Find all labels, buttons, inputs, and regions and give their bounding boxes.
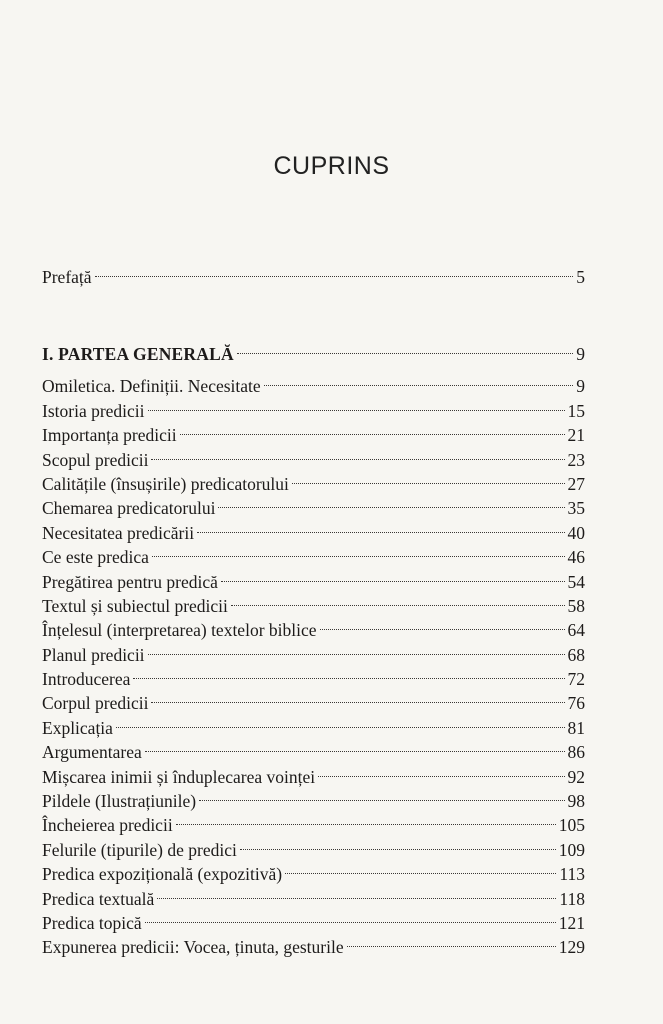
section-heading-label: I. PARTEA GENERALĂ [42, 344, 234, 365]
toc-entry-page: 81 [567, 717, 585, 738]
dot-leader [148, 636, 565, 660]
toc-entry-label: Predica topică [42, 912, 142, 933]
toc-entry-page: 98 [567, 791, 585, 812]
toc-entry-label: Înțelesul (interpretarea) textelor biblice [42, 620, 317, 641]
toc-section-heading [42, 336, 585, 365]
toc-entry-label: Planul predicii [42, 644, 145, 665]
dot-leader [221, 563, 565, 587]
dot-leader [237, 336, 573, 360]
dot-leader [152, 539, 565, 563]
dot-leader [145, 905, 556, 929]
toc-entry-page: 86 [567, 742, 585, 763]
dot-leader [116, 709, 565, 733]
dot-leader [240, 831, 556, 855]
toc-entry-page: 121 [558, 912, 585, 933]
toc-entry-page: 58 [567, 595, 585, 616]
toc-entry-page: 35 [567, 498, 585, 519]
toc-entry [42, 709, 585, 738]
toc-entry-page: 92 [567, 766, 585, 787]
toc-entry-page: 118 [559, 888, 585, 909]
toc-entry-page: 21 [567, 425, 585, 446]
toc-list [42, 368, 585, 958]
toc-entry-label: Pildele (Ilustrațiunile) [42, 791, 197, 812]
toc-entry-page: 46 [567, 547, 585, 568]
dot-leader [133, 661, 564, 685]
dot-leader [264, 368, 574, 392]
toc-entry-label: Predica expozițională (expozitivă) [42, 864, 283, 885]
dot-leader [197, 514, 564, 538]
preface-block [42, 259, 585, 288]
toc-entry-page: 5 [576, 267, 585, 288]
toc-entry-label: Felurile (tipurile) de predici [42, 839, 237, 860]
toc-entry-page: 129 [558, 937, 585, 958]
toc-entry-label: Încheierea predicii [42, 815, 173, 836]
toc-entry-label: Istoria predicii [42, 400, 145, 421]
toc-entry-label: Chemarea predicatorului [42, 498, 216, 519]
toc-entry-page: 105 [558, 815, 585, 836]
toc-entry-page: 40 [567, 522, 585, 543]
toc-entry-page: 109 [558, 839, 585, 860]
dot-leader [292, 466, 565, 490]
toc-entry-page: 68 [567, 644, 585, 665]
toc-entry-page: 23 [567, 449, 585, 470]
dot-leader [199, 783, 564, 807]
section-heading-block [42, 336, 585, 365]
toc-entry-page: 9 [576, 376, 585, 397]
dot-leader [151, 685, 564, 709]
toc-entry-label: Scopul predicii [42, 449, 149, 470]
dot-leader [231, 588, 565, 612]
toc-entry-label: Prefață [42, 267, 92, 288]
toc-entry-page: 64 [567, 620, 585, 641]
toc-entry [42, 368, 585, 397]
toc-entry-label: Predica textuală [42, 888, 155, 909]
dot-leader [145, 734, 565, 758]
toc-entry-label: Calitățile (însușirile) predicatorului [42, 473, 289, 494]
toc-entry-label: Mișcarea inimii și înduplecarea voinței [42, 766, 316, 787]
toc-entry-page: 15 [567, 400, 585, 421]
toc-entry [42, 734, 585, 763]
dot-leader [320, 612, 565, 636]
dot-leader [347, 929, 556, 953]
page-title: CUPRINS [273, 152, 390, 180]
toc-entry-label: Pregătirea pentru predică [42, 571, 218, 592]
toc-entry-page: 76 [567, 693, 585, 714]
dot-leader [151, 441, 564, 465]
dot-leader [95, 259, 574, 283]
toc-entry-label: Expunerea predicii: Vocea, ținuta, gesturile [42, 937, 344, 958]
toc-entry-label: Necesitatea predicării [42, 522, 195, 543]
toc-entry-label: Textul și subiectul predicii [42, 595, 228, 616]
toc-entry-label: Argumentarea [42, 742, 142, 763]
toc-entry-label: Omiletica. Definiții. Necesitate [42, 376, 261, 397]
dot-leader [318, 758, 564, 782]
dot-leader [180, 417, 565, 441]
dot-leader [148, 392, 565, 416]
dot-leader [218, 490, 564, 514]
toc-entry-label: Explicația [42, 717, 113, 738]
toc-entry-preface [42, 259, 585, 288]
toc-entry-label: Importanța predicii [42, 425, 177, 446]
dot-leader [157, 880, 556, 904]
dot-leader [176, 807, 556, 831]
toc-entry-label: Ce este predica [42, 547, 149, 568]
toc-entry-page: 27 [567, 473, 585, 494]
toc-entry-label: Introducerea [42, 669, 131, 690]
toc-entry-page: 72 [567, 669, 585, 690]
toc-entry-page: 54 [567, 571, 585, 592]
dot-leader [285, 856, 556, 880]
toc-entry-label: Corpul predicii [42, 693, 149, 714]
toc-entry-page: 113 [559, 864, 585, 885]
section-heading-page: 9 [576, 344, 585, 365]
